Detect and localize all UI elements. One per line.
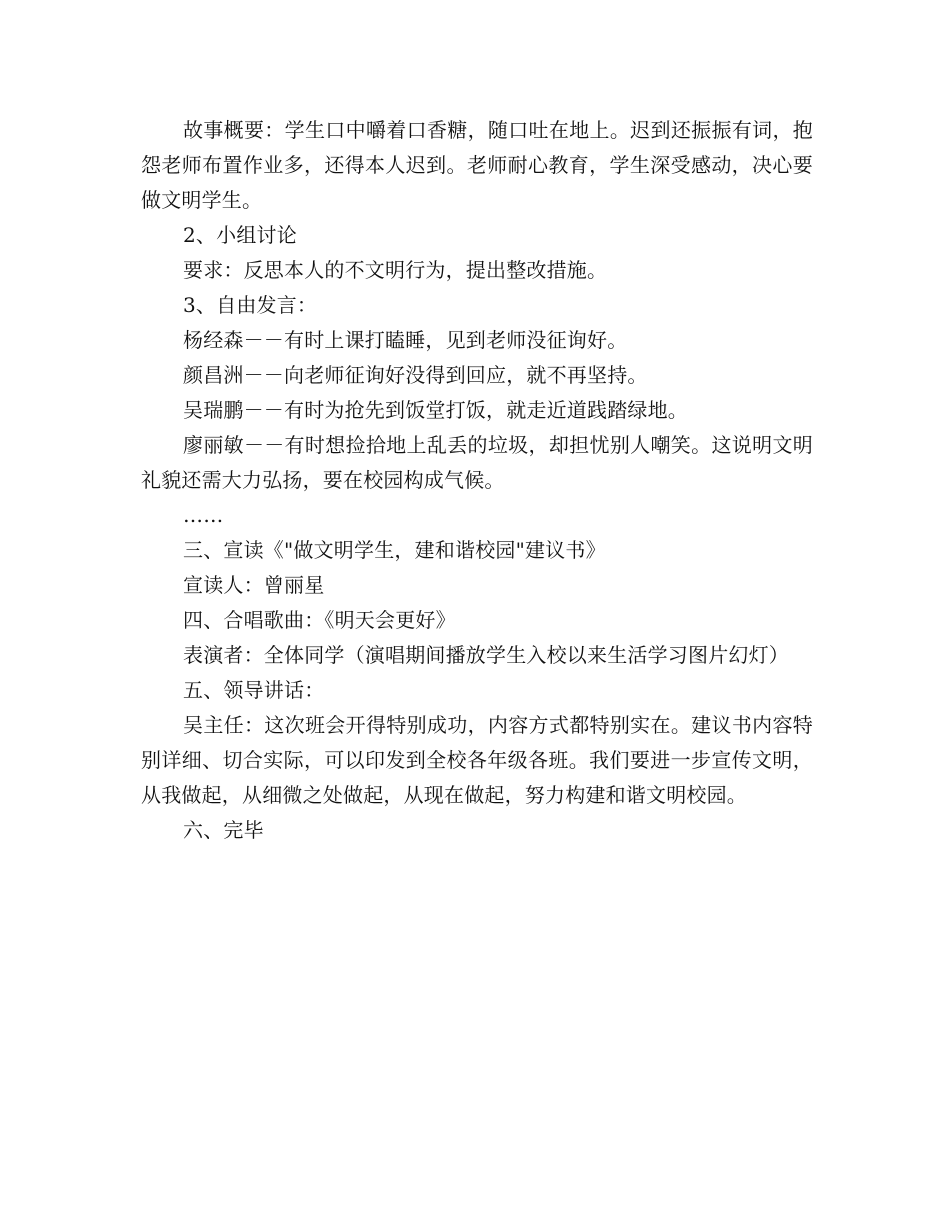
section-proposal-reading-heading: 三、宣读《"做文明学生，建和谐校园"建议书》 [183, 538, 606, 562]
section-end-heading: 六、完毕 [183, 818, 264, 842]
section-group-discussion-heading: 2、小组讨论 [183, 223, 297, 247]
speech-item: 颜昌洲－－向老师征询好没得到回应，就不再坚持。 [183, 363, 648, 387]
section-leader-speech-heading: 五、领导讲话： [183, 678, 325, 702]
section-free-speech-heading: 3、自由发言： [183, 293, 318, 317]
speech-item: 吴瑞鹏－－有时为抢先到饭堂打饭，就走近道践踏绿地。 [183, 398, 688, 422]
speech-item: 杨经森－－有时上课打瞌睡，见到老师没征询好。 [183, 328, 628, 352]
section-chorus-heading: 四、合唱歌曲：《明天会更好》 [183, 608, 456, 632]
ellipsis-line: …… [183, 503, 224, 527]
discussion-requirement-paragraph: 要求：反思本人的不文明行为，提出整改措施。 [183, 258, 608, 282]
leader-speech-paragraph: 吴主任：这次班会开得特别成功，内容方式都特别实在。建议书内容特别详细、切合实际，可以印发到全校各年级各班。我们要进一步宣传文明，从我做起，从细微之处做起，从现在做起，努力构建和谐文明校园。 [141, 713, 813, 807]
reader-paragraph: 宣读人：曾丽星 [183, 573, 325, 597]
speech-item: 廖丽敏－－有时想捡拾地上乱丢的垃圾，却担忧别人嘲笑。这说明文明礼貌还需大力弘扬，要在校园构成气候。 [141, 433, 813, 492]
document-body [141, 113, 813, 848]
story-summary-paragraph: 故事概要：学生口中嚼着口香糖，随口吐在地上。迟到还振振有词，抱怨老师布置作业多，还得本人迟到。老师耐心教育，学生深受感动，决心要做文明学生。 [141, 118, 813, 212]
performers-paragraph: 表演者：全体同学（演唱期间播放学生入校以来生活学习图片幻灯） [183, 643, 789, 667]
